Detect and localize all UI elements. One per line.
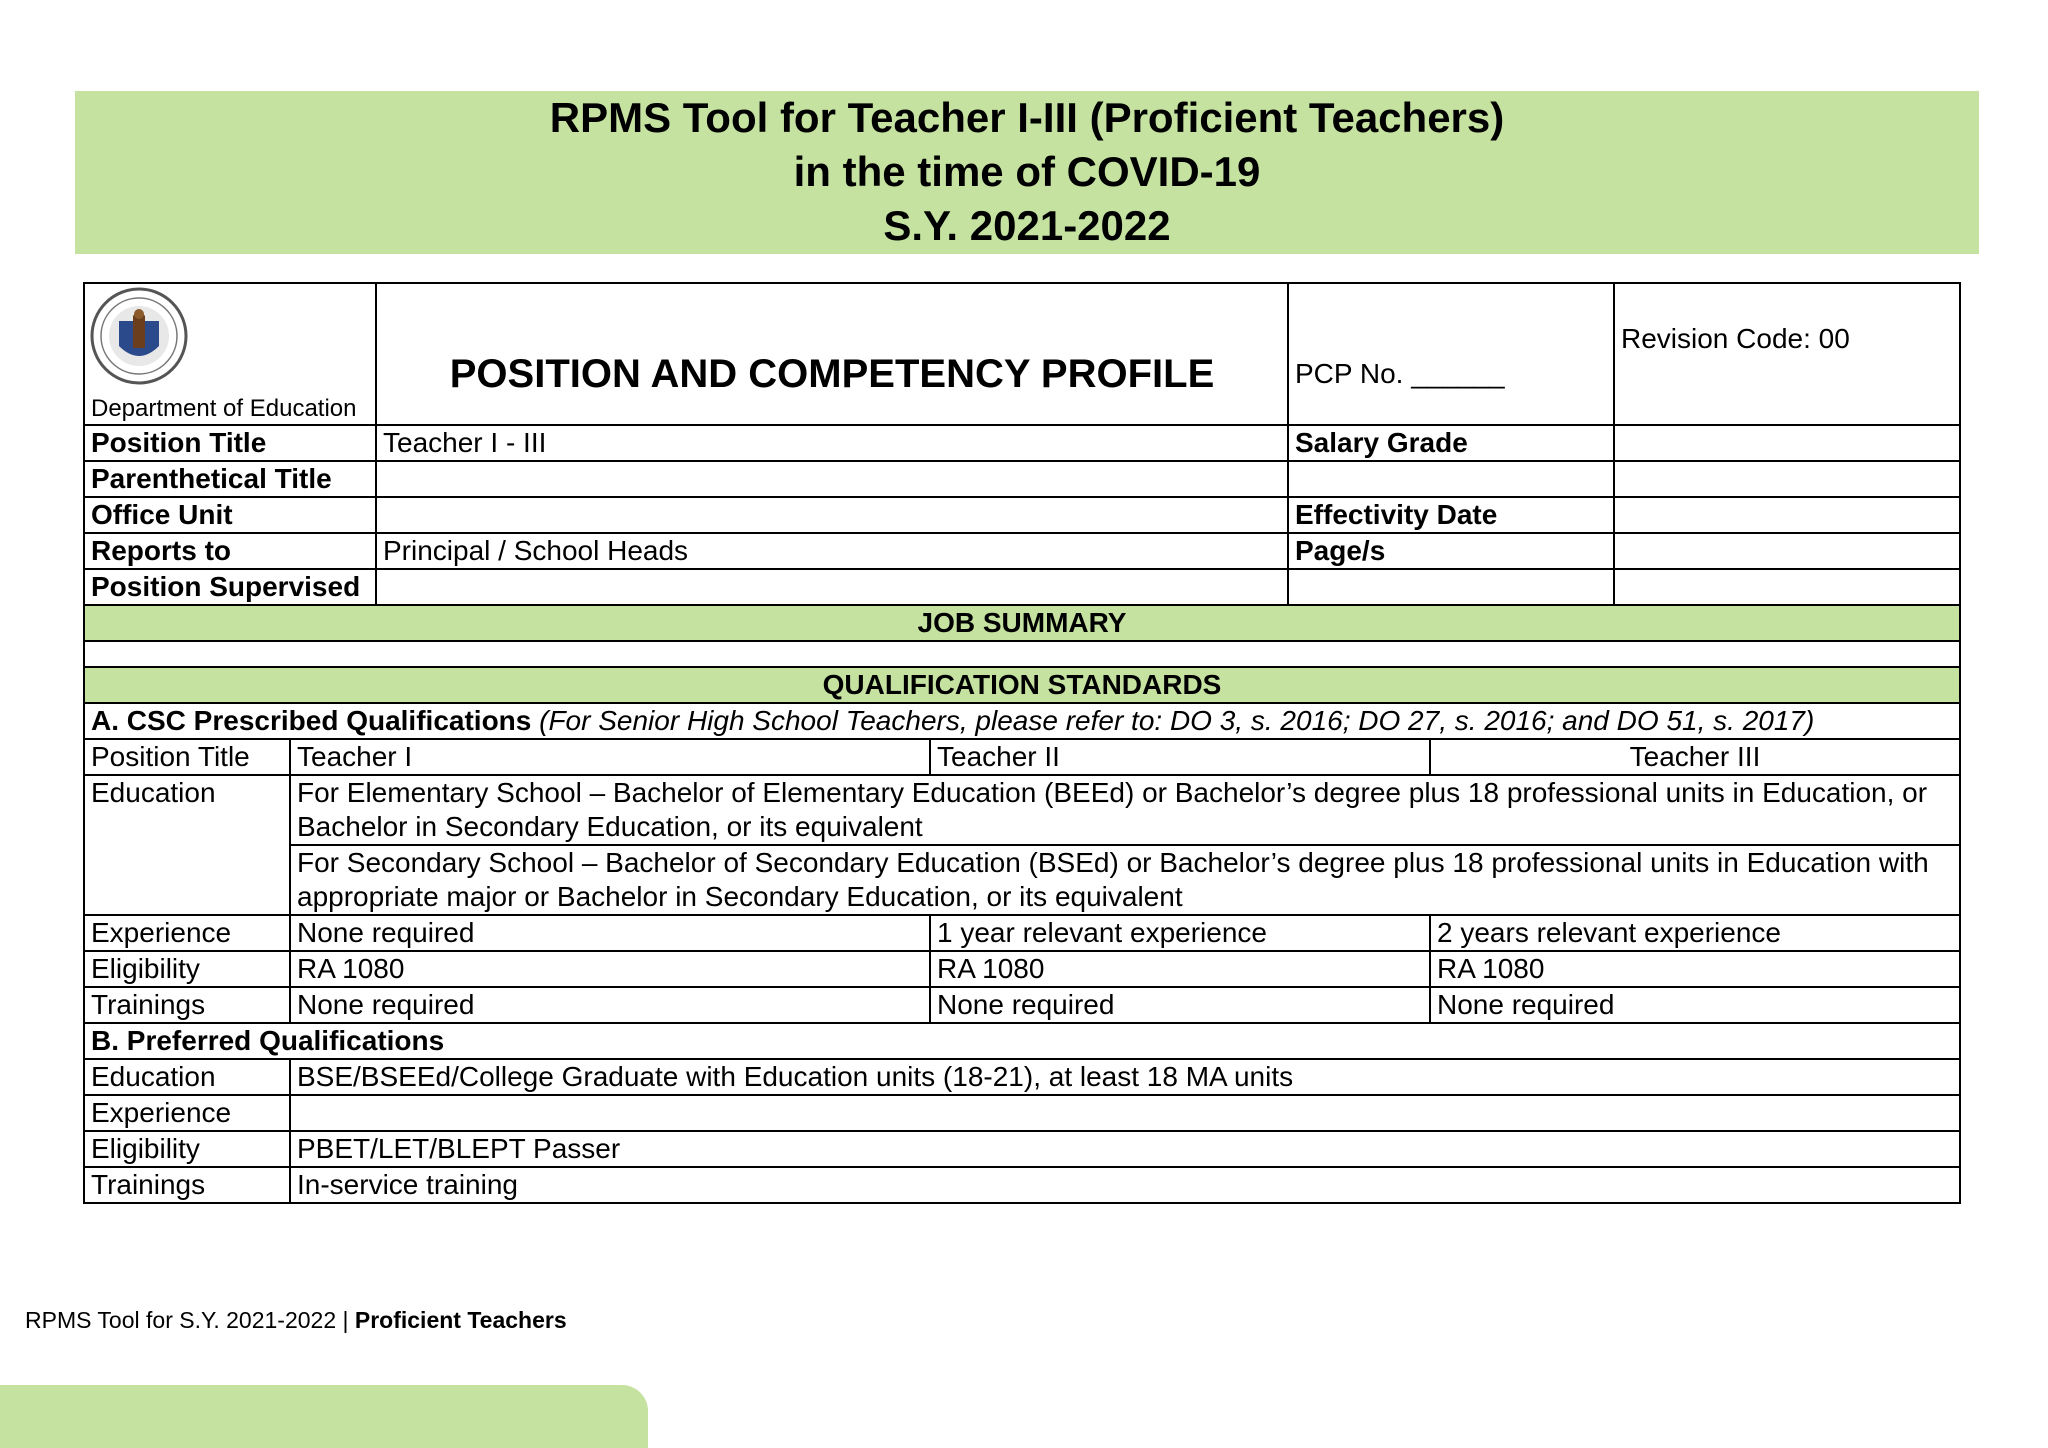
education-elementary: For Elementary School – Bachelor of Elementary Education (BEEd) or Bachelor’s degree plus 18 professional units in Education, or Bachelor in Secondary Education, or its equivalent — [290, 775, 1960, 845]
title-line-3: S.Y. 2021-2022 — [883, 202, 1171, 249]
preferred-eligibility-value: PBET/LET/BLEPT Passer — [290, 1131, 1960, 1167]
teacher-2-heading: Teacher II — [930, 739, 1430, 775]
trainings-label: Trainings — [84, 987, 290, 1023]
blank-label-cell — [1288, 569, 1614, 605]
pcp-number: PCP No. ______ — [1288, 283, 1614, 425]
experience-teacher-1: None required — [290, 915, 930, 951]
pages-value — [1614, 533, 1960, 569]
salary-grade-value — [1614, 425, 1960, 461]
profile-title: POSITION AND COMPETENCY PROFILE — [376, 283, 1288, 425]
revision-code: Revision Code: 00 — [1614, 283, 1960, 425]
csc-heading — [84, 703, 1960, 739]
qualification-standards-header: QUALIFICATION STANDARDS — [84, 667, 1960, 703]
eligibility-teacher-1: RA 1080 — [290, 951, 930, 987]
trainings-teacher-3: None required — [1430, 987, 1960, 1023]
position-title-row-label: Position Title — [84, 739, 290, 775]
blank-value-cell — [1614, 569, 1960, 605]
job-summary-body — [84, 641, 1960, 667]
parenthetical-title-label: Parenthetical Title — [84, 461, 376, 497]
footer-bold: Proficient Teachers — [354, 1307, 567, 1333]
teacher-1-heading: Teacher I — [290, 739, 930, 775]
reports-to-label: Reports to — [84, 533, 376, 569]
office-unit-value — [376, 497, 1288, 533]
footer-text: RPMS Tool for S.Y. 2021-2022 | — [25, 1307, 355, 1333]
position-supervised-value — [376, 569, 1288, 605]
footer-green-tab — [0, 1385, 648, 1448]
trainings-teacher-1: None required — [290, 987, 930, 1023]
preferred-heading: B. Preferred Qualifications — [84, 1023, 1960, 1059]
preferred-trainings-value: In-service training — [290, 1167, 1960, 1203]
title-band — [75, 91, 1979, 254]
eligibility-teacher-2: RA 1080 — [930, 951, 1430, 987]
salary-grade-label: Salary Grade — [1288, 425, 1614, 461]
preferred-education-value: BSE/BSEEd/College Graduate with Education units (18-21), at least 18 MA units — [290, 1059, 1960, 1095]
preferred-experience-label: Experience — [84, 1095, 290, 1131]
teacher-3-heading: Teacher III — [1430, 739, 1960, 775]
blank-label-cell — [1288, 461, 1614, 497]
profile-table-frame — [83, 282, 1959, 1204]
eligibility-teacher-3: RA 1080 — [1430, 951, 1960, 987]
experience-label: Experience — [84, 915, 290, 951]
profile-header-table — [83, 282, 1961, 740]
position-title-value: Teacher I - III — [376, 425, 1288, 461]
pages-label: Page/s — [1288, 533, 1614, 569]
preferred-eligibility-label: Eligibility — [84, 1131, 290, 1167]
experience-teacher-2: 1 year relevant experience — [930, 915, 1430, 951]
title-line-2: in the time of COVID-19 — [793, 148, 1261, 195]
blank-value-cell — [1614, 461, 1960, 497]
deped-logo-cell — [84, 283, 376, 425]
preferred-trainings-label: Trainings — [84, 1167, 290, 1203]
trainings-teacher-2: None required — [930, 987, 1430, 1023]
parenthetical-title-value — [376, 461, 1288, 497]
reports-to-value: Principal / School Heads — [376, 533, 1288, 569]
deped-seal-icon — [89, 286, 189, 386]
preferred-experience-value — [290, 1095, 1960, 1131]
department-label: Department of Education — [91, 395, 357, 422]
education-label: Education — [84, 775, 290, 915]
title-line-1: RPMS Tool for Teacher I-III (Proficient Teachers) — [549, 94, 1505, 141]
csc-heading-note: (For Senior High School Teachers, please refer to: DO 3, s. 2016; DO 27, s. 2016; and DO 51, s. 2017) — [539, 705, 1815, 736]
preferred-education-label: Education — [84, 1059, 290, 1095]
job-summary-header: JOB SUMMARY — [84, 605, 1960, 641]
eligibility-label: Eligibility — [84, 951, 290, 987]
office-unit-label: Office Unit — [84, 497, 376, 533]
csc-heading-bold: A. CSC Prescribed Qualifications — [91, 705, 540, 736]
effectivity-date-label: Effectivity Date — [1288, 497, 1614, 533]
experience-teacher-3: 2 years relevant experience — [1430, 915, 1960, 951]
effectivity-date-value — [1614, 497, 1960, 533]
education-secondary: For Secondary School – Bachelor of Secondary Education (BSEd) or Bachelor’s degree plus 18 professional units in Education with appropriate major or Bachelor in Secondary Education, or its equivalent — [290, 845, 1960, 915]
qualifications-table — [83, 738, 1961, 1204]
page-footer — [25, 1305, 567, 1335]
position-supervised-label: Position Supervised — [84, 569, 376, 605]
position-title-label: Position Title — [84, 425, 376, 461]
